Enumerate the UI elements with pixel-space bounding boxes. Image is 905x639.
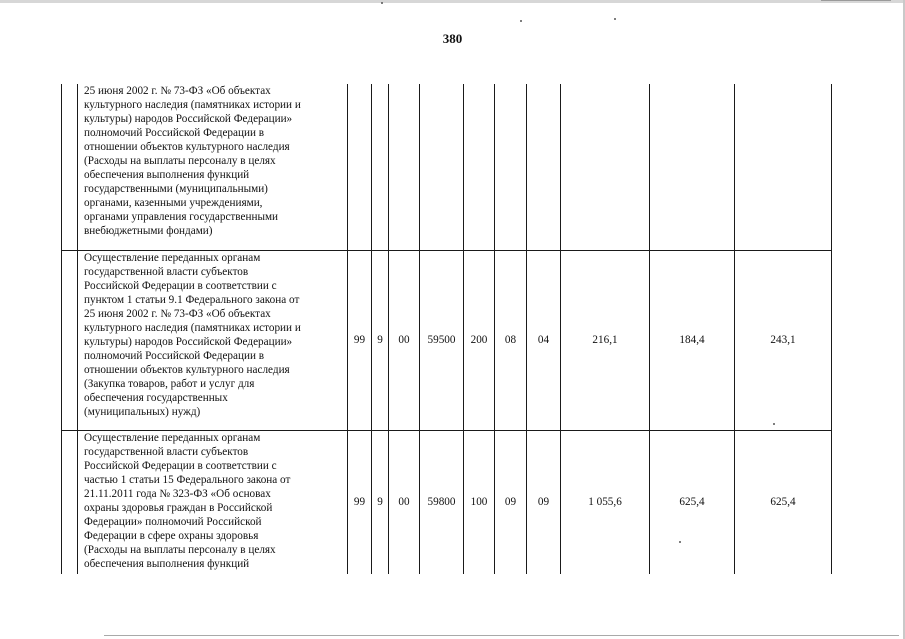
direction-code: 59800 — [420, 430, 464, 574]
expense-description — [78, 84, 348, 250]
description-line: Российской Федерации в соответствии с — [84, 459, 277, 472]
amount-year-3: 625,4 — [735, 430, 832, 574]
description-line: (Закупка товаров, работ и услуг для — [84, 377, 255, 390]
amount-year-3: 243,1 — [735, 250, 832, 430]
description-line: государственными (муниципальными) — [84, 183, 268, 195]
description-line: Осуществление переданных органам — [84, 431, 261, 444]
scan-bottom-line — [104, 635, 899, 636]
amount-year-1: 1 055,6 — [561, 430, 650, 574]
description-line: 25 июня 2002 г. № 73-ФЗ «Об объектах — [84, 307, 271, 320]
table-body — [62, 84, 832, 574]
expense-type-code: 100 — [464, 430, 495, 574]
description-line: органами управления государственными — [84, 211, 279, 223]
section-code — [495, 84, 527, 250]
description-line: обеспечения государственных — [84, 391, 228, 404]
description-line: органами, казенными учреждениями, — [84, 197, 263, 209]
expense-description — [78, 430, 348, 574]
description-line: культуры) народов Российской Федерации» — [84, 335, 293, 348]
table-row — [62, 430, 832, 574]
description-line: Российской Федерации в соответствии с — [84, 279, 277, 292]
description-line: государственной власти субъектов — [84, 265, 249, 278]
description-line: внебюджетными фондами) — [84, 225, 213, 237]
subsection-code — [527, 84, 561, 250]
description-line: 25 июня 2002 г. № 73-ФЗ «Об объектах — [84, 85, 271, 97]
scan-speck — [520, 20, 522, 22]
subsection-code: 04 — [527, 250, 561, 430]
table-row — [62, 250, 832, 430]
description-line: обеспечения выполнения функций — [84, 557, 250, 570]
scan-corner-mark — [821, 0, 891, 1]
row-marker-cell — [62, 84, 78, 250]
description-line: культурного наследия (памятниках истории и — [84, 321, 301, 334]
row-marker-cell — [62, 250, 78, 430]
description-line: (Расходы на выплаты персоналу в целях — [84, 155, 276, 167]
page-number: 380 — [442, 31, 463, 46]
description-line: культуры) народов Российской Федерации» — [84, 113, 293, 125]
main-activity-code: 00 — [389, 250, 420, 430]
description-line: полномочий Российской Федерации в — [84, 349, 265, 362]
expense-type-code: 200 — [464, 250, 495, 430]
direction-code — [420, 84, 464, 250]
description-line: (муниципальных) нужд) — [84, 405, 201, 418]
subprogram-code — [372, 84, 389, 250]
main-activity-code — [389, 84, 420, 250]
description-line: пунктом 1 статьи 9.1 Федерального закона от — [84, 293, 300, 306]
expense-description — [78, 250, 348, 430]
description-line: частью 1 статьи 15 Федерального закона от — [84, 473, 291, 486]
amount-year-2: 625,4 — [650, 430, 735, 574]
description-line: Осуществление переданных органам — [84, 251, 261, 264]
description-line: обеспечения выполнения функций — [84, 169, 250, 181]
subprogram-code: 9 — [372, 430, 389, 574]
amount-year-3 — [735, 84, 832, 250]
amount-year-2: 184,4 — [650, 250, 735, 430]
expense-type-code — [464, 84, 495, 250]
description-line: полномочий Российской Федерации в — [84, 127, 265, 139]
program-code: 99 — [348, 430, 372, 574]
scan-speck — [614, 18, 616, 20]
subsection-code: 09 — [527, 430, 561, 574]
amount-year-1: 216,1 — [561, 250, 650, 430]
row-marker-cell — [62, 430, 78, 574]
program-code: 99 — [348, 250, 372, 430]
scan-speck — [381, 2, 383, 4]
section-code: 09 — [495, 430, 527, 574]
description-line: 21.11.2011 года № 323-ФЗ «Об основах — [84, 487, 271, 500]
description-line: культурного наследия (памятниках истории и — [84, 99, 301, 111]
scan-edge-top — [0, 0, 905, 3]
budget-table — [61, 84, 832, 574]
description-line: государственной власти субъектов — [84, 445, 249, 458]
main-activity-code: 00 — [389, 430, 420, 574]
subprogram-code: 9 — [372, 250, 389, 430]
amount-year-1 — [561, 84, 650, 250]
description-line: Федерации» полномочий Российской — [84, 515, 262, 528]
description-line: отношении объектов культурного наследия — [84, 141, 290, 153]
description-line: отношении объектов культурного наследия — [84, 363, 290, 376]
program-code — [348, 84, 372, 250]
description-line: (Расходы на выплаты персоналу в целях — [84, 543, 276, 556]
direction-code: 59500 — [420, 250, 464, 430]
description-line: охраны здоровья граждан в Российской — [84, 501, 273, 514]
amount-year-2 — [650, 84, 735, 250]
description-line: Федерации в сфере охраны здоровья — [84, 529, 259, 542]
table-row — [62, 84, 832, 250]
section-code: 08 — [495, 250, 527, 430]
